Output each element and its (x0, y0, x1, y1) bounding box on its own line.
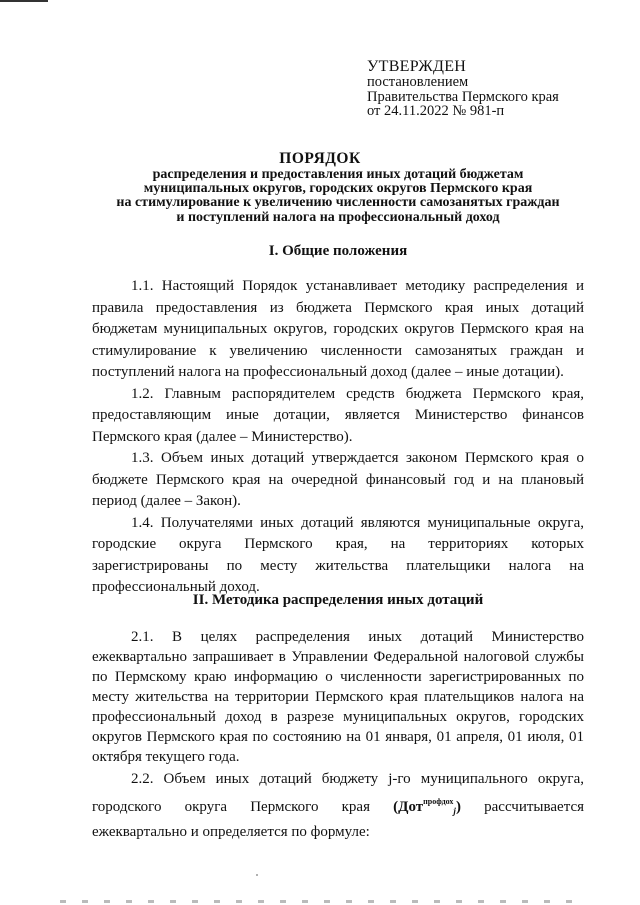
formula-base: Дот (398, 798, 424, 815)
paragraph-2-2-intro: 2.2. Объем иных дотаций бюджету j-го муниципального округа, городского округа Пермского края (92, 771, 584, 815)
next-page-bleed (60, 900, 580, 903)
section-1-body (92, 276, 584, 599)
document-title: ПОРЯДОК (279, 150, 361, 167)
subtitle-line: распределения и предоставления иных дотаций бюджетам (152, 167, 524, 182)
section-2-heading: II. Методика распределения иных дотаций (192, 592, 484, 608)
paragraph-1-1: 1.1. Настоящий Порядок устанавливает методику распределения и правила предоставления из бюджета Пермского края иных дотаций бюджетам муниципальных округов, городских округов Пермского края на стимулирование к увеличению численности самозанятых граждан и поступлений налога на профессиональный доход (далее – иные дотации). (92, 278, 584, 380)
section-2-body (92, 627, 584, 844)
approval-title: УТВЕРЖДЕН (367, 58, 467, 75)
document-subtitle (92, 168, 584, 225)
subtitle-line: муниципальных округов, городских округов Пермского края (143, 181, 533, 197)
formula-symbol: (Дот$^{профдох}_j$) (393, 796, 461, 816)
approval-line-3: от 24.11.2022 № 981-п (367, 103, 505, 119)
scan-edge-mark (0, 0, 48, 2)
approval-line-2: Правительства Пермского края (367, 88, 559, 105)
approval-line-1: постановлением (367, 74, 469, 90)
approval-stamp (367, 58, 607, 119)
subtitle-line: на стимулирование к увеличению численности самозанятых граждан (116, 195, 560, 211)
paragraph-1-2: 1.2. Главным распорядителем средств бюджета Пермского края, предоставляющим иные дотации, является Министерство финансов Пермского края (далее – Министерство). (92, 385, 584, 445)
scan-speck (256, 874, 258, 876)
formula-subscript: j (453, 805, 456, 816)
paragraph-2-2 (92, 769, 584, 844)
subtitle-line: и поступлений налога на профессиональный доход (176, 209, 500, 225)
paragraph-1-4: 1.4. Получателями иных дотаций являются муниципальные округа, городские округа Пермского края, на территориях которых зарегистрированы по месту жительства плательщики налога на профессиональный доход. (92, 514, 584, 595)
paragraph-2-1: 2.1. В целях распределения иных дотаций Министерство ежеквартально запрашивает в Управлении Федеральной налоговой службы по Пермскому краю информацию о численности зарегистрированных по месту жительства на территории Пермского края плательщиков налога на профессиональный доход в разрезе муниципальных округов, городских округов Пермского края по состоянию на 01 января, 01 апреля, 01 июля, 01 октября текущего года. (92, 629, 584, 765)
paragraph-1-3: 1.3. Объем иных дотаций утверждается законом Пермского края о бюджете Пермского края на очередной финансовый год и на плановый период (далее – Закон). (92, 450, 584, 509)
paragraph-2-2-outro: рассчитывается ежеквартально и определяется по формуле: (92, 798, 585, 840)
formula-superscript: профдох (423, 796, 454, 806)
section-1-heading: I. Общие положения (268, 243, 408, 259)
